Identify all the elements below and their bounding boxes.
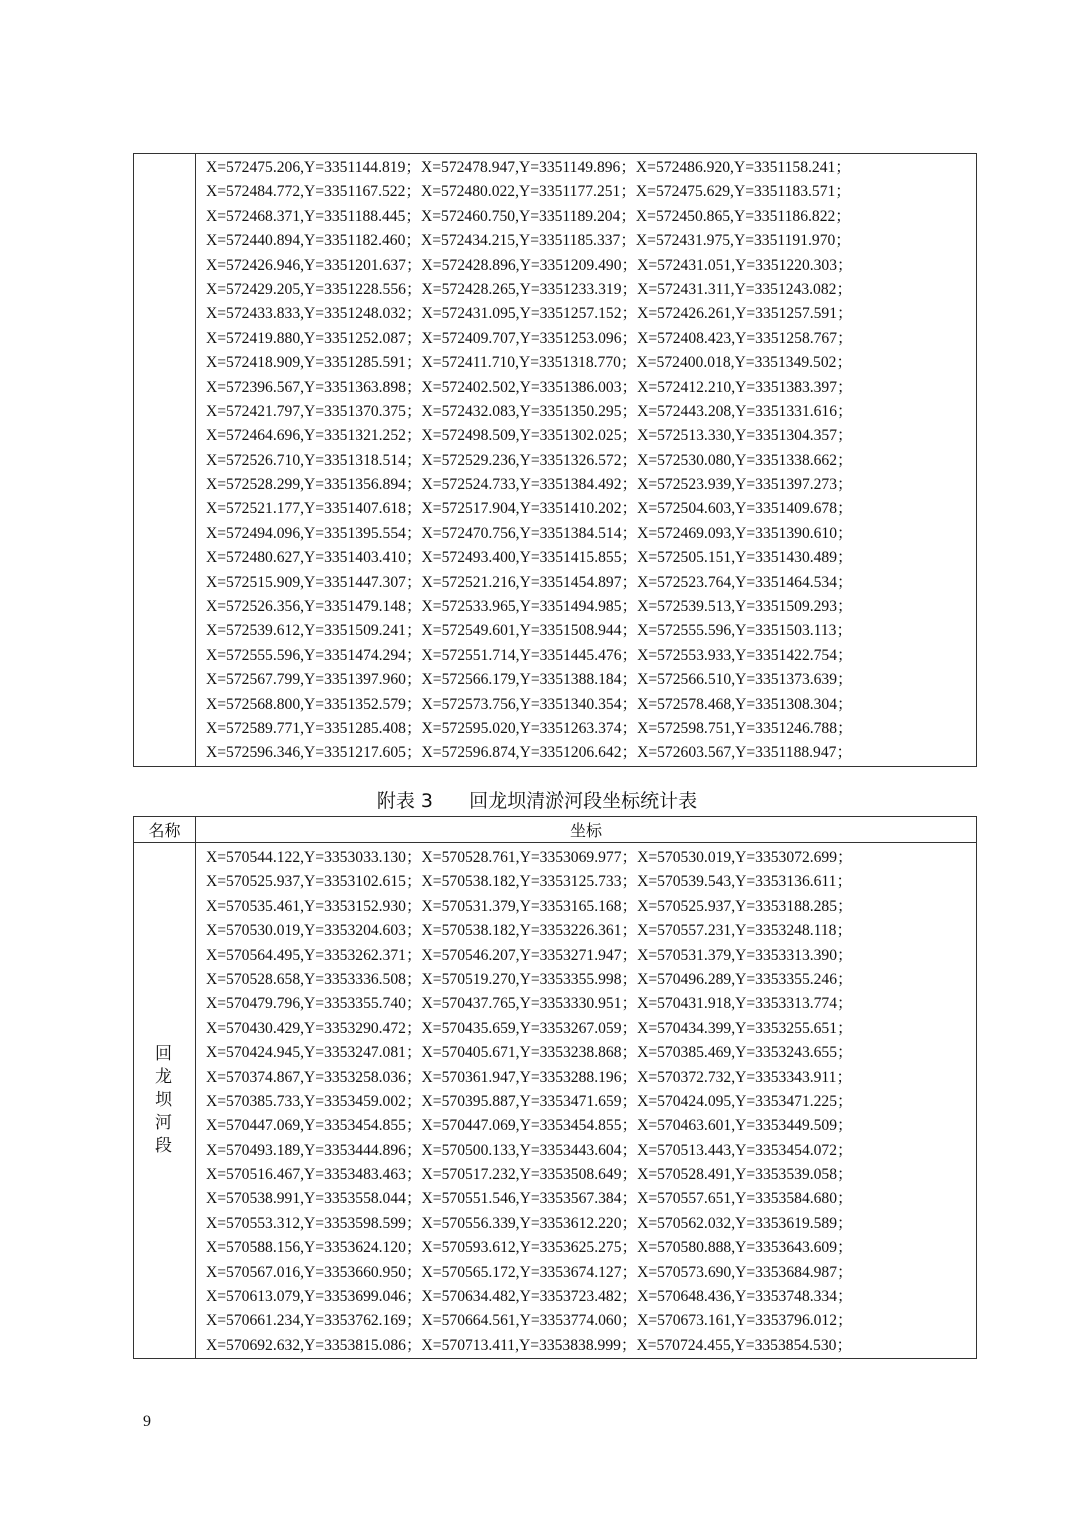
coordinate-line: X=570374.867,Y=3353258.036；X=570361.947,Y=3353288.196；X=570372.732,Y=3353343.911；	[206, 1068, 853, 1086]
coordinate-line: X=572539.612,Y=3351509.241；X=572549.601,Y=3351508.944；X=572555.596,Y=3351503.113；	[206, 622, 853, 640]
coordinate-line: X=572521.177,Y=3351407.618；X=572517.904,Y=3351410.202；X=572504.603,Y=3351409.678；	[206, 500, 853, 518]
coordinate-table-huilongba	[133, 816, 977, 1359]
table-row	[134, 843, 977, 1359]
coordinate-line: X=572426.946,Y=3351201.637；X=572428.896,Y=3351209.490；X=572431.051,Y=3351220.303；	[206, 256, 853, 274]
coordinate-line: X=572429.205,Y=3351228.556；X=572428.265,Y=3351233.319；X=572431.311,Y=3351243.082；	[206, 280, 853, 298]
coordinate-line: X=572589.771,Y=3351285.408；X=572595.020,Y=3351263.374；X=572598.751,Y=3351246.788；	[206, 719, 853, 737]
table-caption: 附表 3 回龙坝清淤河段坐标统计表	[376, 790, 698, 812]
coordinate-lines	[196, 843, 976, 1358]
coordinate-line: X=572421.797,Y=3351370.375；X=572432.083,Y=3351350.295；X=572443.208,Y=3351331.616；	[206, 402, 853, 420]
coordinate-line: X=570567.016,Y=3353660.950；X=570565.172,Y=3353674.127；X=570573.690,Y=3353684.987；	[206, 1263, 853, 1281]
coordinate-line: X=570516.467,Y=3353483.463；X=570517.232,Y=3353508.649；X=570528.491,Y=3353539.058；	[206, 1166, 853, 1184]
coordinate-line: X=572440.894,Y=3351182.460；X=572434.215,Y=3351185.337；X=572431.975,Y=3351191.970；	[206, 232, 851, 250]
coordinate-line: X=570530.019,Y=3353204.603；X=570538.182,Y=3353226.361；X=570557.231,Y=3353248.118；	[206, 922, 853, 940]
coordinate-line: X=570424.945,Y=3353247.081；X=570405.671,Y=3353238.868；X=570385.469,Y=3353243.655；	[206, 1044, 853, 1062]
section-name-cell	[134, 843, 196, 1359]
coordinate-line: X=570588.156,Y=3353624.120；X=570593.612,Y=3353625.275；X=570580.888,Y=3353643.609；	[206, 1239, 853, 1257]
coordinate-line: X=570564.495,Y=3353262.371；X=570546.207,Y=3353271.947；X=570531.379,Y=3353313.390；	[206, 946, 853, 964]
coordinate-line: X=572567.799,Y=3351397.960；X=572566.179,Y=3351388.184；X=572566.510,Y=3351373.639；	[206, 671, 853, 689]
coordinate-line: X=570493.189,Y=3353444.896；X=570500.133,Y=3353443.604；X=570513.443,Y=3353454.072；	[206, 1141, 853, 1159]
coordinate-line: X=570613.079,Y=3353699.046；X=570634.482,Y=3353723.482；X=570648.436,Y=3353748.334；	[206, 1288, 853, 1306]
coordinate-table-continued	[133, 153, 977, 767]
coordinate-line: X=572555.596,Y=3351474.294；X=572551.714,Y=3351445.476；X=572553.933,Y=3351422.754；	[206, 646, 853, 664]
coordinate-line: X=570553.312,Y=3353598.599；X=570556.339,Y=3353612.220；X=570562.032,Y=3353619.589；	[206, 1214, 853, 1232]
column-header-name: 名称	[134, 817, 196, 843]
coordinate-line: X=570385.733,Y=3353459.002；X=570395.887,Y=3353471.659；X=570424.095,Y=3353471.225；	[206, 1092, 853, 1110]
coordinate-line: X=572433.833,Y=3351248.032；X=572431.095,Y=3351257.152；X=572426.261,Y=3351257.591；	[206, 305, 853, 323]
coordinate-lines	[196, 154, 976, 766]
section-name: 回龙坝河段	[154, 1044, 174, 1157]
coordinate-line: X=570538.991,Y=3353558.044；X=570551.546,Y=3353567.384；X=570557.651,Y=3353584.680；	[206, 1190, 853, 1208]
coordinate-line: X=572526.710,Y=3351318.514；X=572529.236,Y=3351326.572；X=572530.080,Y=3351338.662；	[206, 451, 853, 469]
coordinate-line: X=572419.880,Y=3351252.087；X=572409.707,Y=3351253.096；X=572408.423,Y=3351258.767；	[206, 329, 853, 347]
coordinate-cell	[196, 843, 977, 1359]
coordinate-line: X=572484.772,Y=3351167.522；X=572480.022,Y=3351177.251；X=572475.629,Y=3351183.571；	[206, 183, 851, 201]
coordinate-cell	[196, 154, 977, 767]
coordinate-line: X=572568.800,Y=3351352.579；X=572573.756,Y=3351340.354；X=572578.468,Y=3351308.304；	[206, 695, 853, 713]
coordinate-line: X=570479.796,Y=3353355.740；X=570437.765,Y=3353330.951；X=570431.918,Y=3353313.774；	[206, 995, 853, 1013]
coordinate-line: X=570430.429,Y=3353290.472；X=570435.659,Y=3353267.059；X=570434.399,Y=3353255.651；	[206, 1019, 853, 1037]
coordinate-line: X=572515.909,Y=3351447.307；X=572521.216,Y=3351454.897；X=572523.764,Y=3351464.534；	[206, 573, 853, 591]
column-header-coordinate: 坐标	[196, 817, 977, 843]
coordinate-line: X=572528.299,Y=3351356.894；X=572524.733,Y=3351384.492；X=572523.939,Y=3351397.273；	[206, 476, 853, 494]
coordinate-line: X=570535.461,Y=3353152.930；X=570531.379,Y=3353165.168；X=570525.937,Y=3353188.285；	[206, 897, 853, 915]
coordinate-line: X=570525.937,Y=3353102.615；X=570538.182,Y=3353125.733；X=570539.543,Y=3353136.611；	[206, 873, 853, 891]
coordinate-line: X=572396.567,Y=3351363.898；X=572402.502,Y=3351386.003；X=572412.210,Y=3351383.397；	[206, 378, 853, 396]
coordinate-line: X=572468.371,Y=3351188.445；X=572460.750,Y=3351189.204；X=572450.865,Y=3351186.822；	[206, 207, 851, 225]
coordinate-line: X=572464.696,Y=3351321.252；X=572498.509,Y=3351302.025；X=572513.330,Y=3351304.357；	[206, 427, 853, 445]
table-header-row	[134, 817, 977, 843]
coordinate-line: X=572526.356,Y=3351479.148；X=572533.965,Y=3351494.985；X=572539.513,Y=3351509.293；	[206, 598, 853, 616]
coordinate-line: X=572418.909,Y=3351285.591；X=572411.710,Y=3351318.770；X=572400.018,Y=3351349.502；	[206, 354, 853, 372]
coordinate-line: X=570447.069,Y=3353454.855；X=570447.069,Y=3353454.855；X=570463.601,Y=3353449.509；	[206, 1117, 853, 1135]
coordinate-line: X=572596.346,Y=3351217.605；X=572596.874,Y=3351206.642；X=572603.567,Y=3351188.947；	[206, 744, 853, 762]
table-row	[134, 154, 977, 767]
coordinate-line: X=572475.206,Y=3351144.819；X=572478.947,Y=3351149.896；X=572486.920,Y=3351158.241；	[206, 159, 851, 176]
coordinate-line: X=570692.632,Y=3353815.086；X=570713.411,Y=3353838.999；X=570724.455,Y=3353854.530；	[206, 1336, 853, 1354]
coordinate-line: X=570544.122,Y=3353033.130；X=570528.761,Y=3353069.977；X=570530.019,Y=3353072.699；	[206, 849, 853, 866]
page-number: 9	[143, 1413, 151, 1430]
coordinate-line: X=572494.096,Y=3351395.554；X=572470.756,Y=3351384.514；X=572469.093,Y=3351390.610；	[206, 524, 853, 542]
name-cell-empty	[134, 154, 196, 767]
coordinate-line: X=572480.627,Y=3351403.410；X=572493.400,Y=3351415.855；X=572505.151,Y=3351430.489；	[206, 549, 853, 567]
coordinate-line: X=570528.658,Y=3353336.508；X=570519.270,Y=3353355.998；X=570496.289,Y=3353355.246；	[206, 970, 853, 988]
coordinate-line: X=570661.234,Y=3353762.169；X=570664.561,Y=3353774.060；X=570673.161,Y=3353796.012；	[206, 1312, 853, 1330]
